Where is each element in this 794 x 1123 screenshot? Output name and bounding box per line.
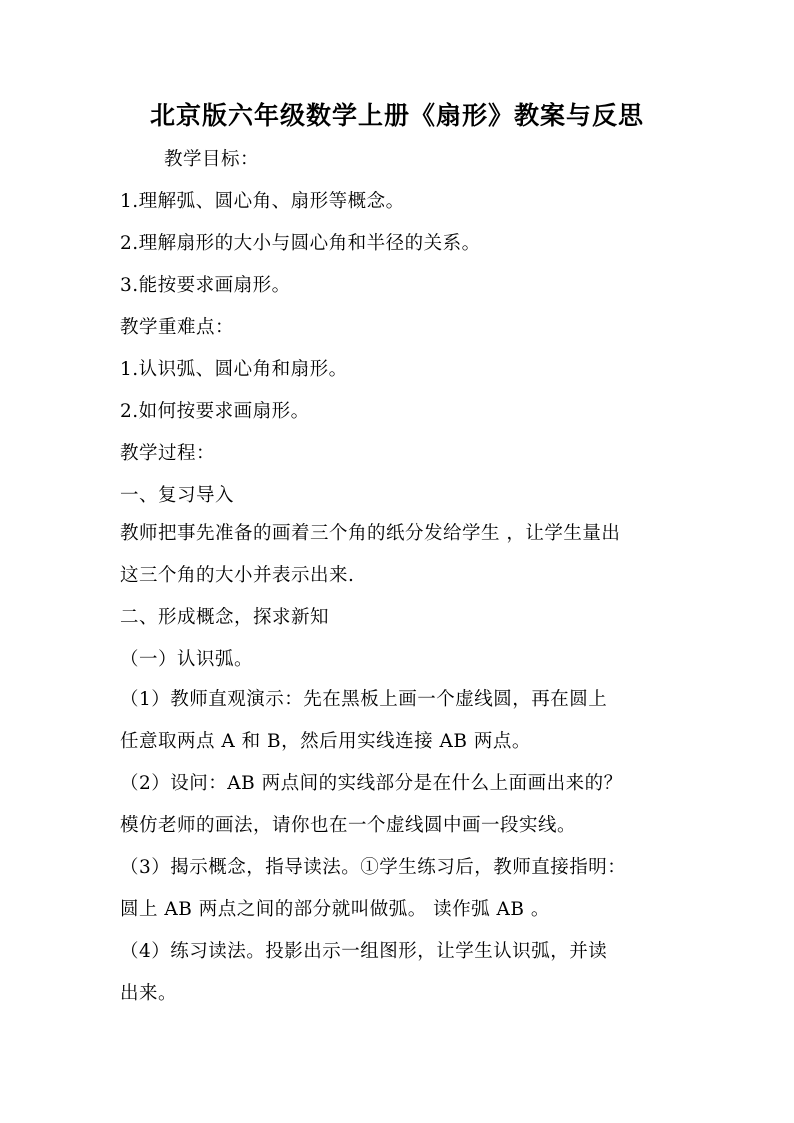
paragraph-line: 教师把事先准备的画着三个角的纸分发给学生 ，让学生量出 [120, 523, 621, 544]
paragraph-line: 出来。 [120, 983, 178, 1004]
paragraph-line: （1）教师直观演示：先在黑板上画一个虚线圆，再在圆上 [120, 689, 608, 710]
goal-item-2: 2.理解扇形的大小与圆心角和半径的关系。 [120, 233, 481, 254]
section-review: 一、复习导入 [120, 485, 235, 506]
document-title: 北京版六年级数学上册《扇形》教案与反思 [149, 101, 644, 130]
heading-teaching-process: 教学过程： [120, 443, 216, 464]
subsection-arc: （一）认识弧。 [120, 649, 254, 670]
paragraph-line: （2）设问：AB 两点间的实线部分是在什么上面画出来的？ [120, 773, 623, 794]
goal-item-3: 3.能按要求画扇形。 [120, 275, 291, 296]
heading-teaching-goals: 教学目标： [164, 149, 260, 170]
goal-item-1: 1.理解弧、圆心角、扇形等概念。 [120, 191, 405, 212]
key-point-1: 1.认识弧、圆心角和扇形。 [120, 359, 348, 380]
section-new-concept: 二、形成概念，探求新知 [120, 607, 330, 628]
heading-key-points: 教学重难点： [120, 317, 235, 338]
paragraph-line: 任意取两点 A 和 B，然后用实线连接 AB 两点。 [120, 731, 531, 752]
key-point-2: 2.如何按要求画扇形。 [120, 401, 310, 422]
paragraph-line: （3）揭示概念，指导读法。①学生练习后，教师直接指明： [120, 857, 627, 878]
paragraph-line: 圆上 AB 两点之间的部分就叫做弧。 读作弧 AB 。 [120, 899, 550, 920]
paragraph-line: 模仿老师的画法，请你也在一个虚线圆中画一段实线。 [120, 815, 577, 836]
paragraph-line: 这三个角的大小并表示出来. [120, 565, 355, 586]
paragraph-line: （4）练习读法。投影出示一组图形，让学生认识弧，并读 [120, 941, 608, 962]
